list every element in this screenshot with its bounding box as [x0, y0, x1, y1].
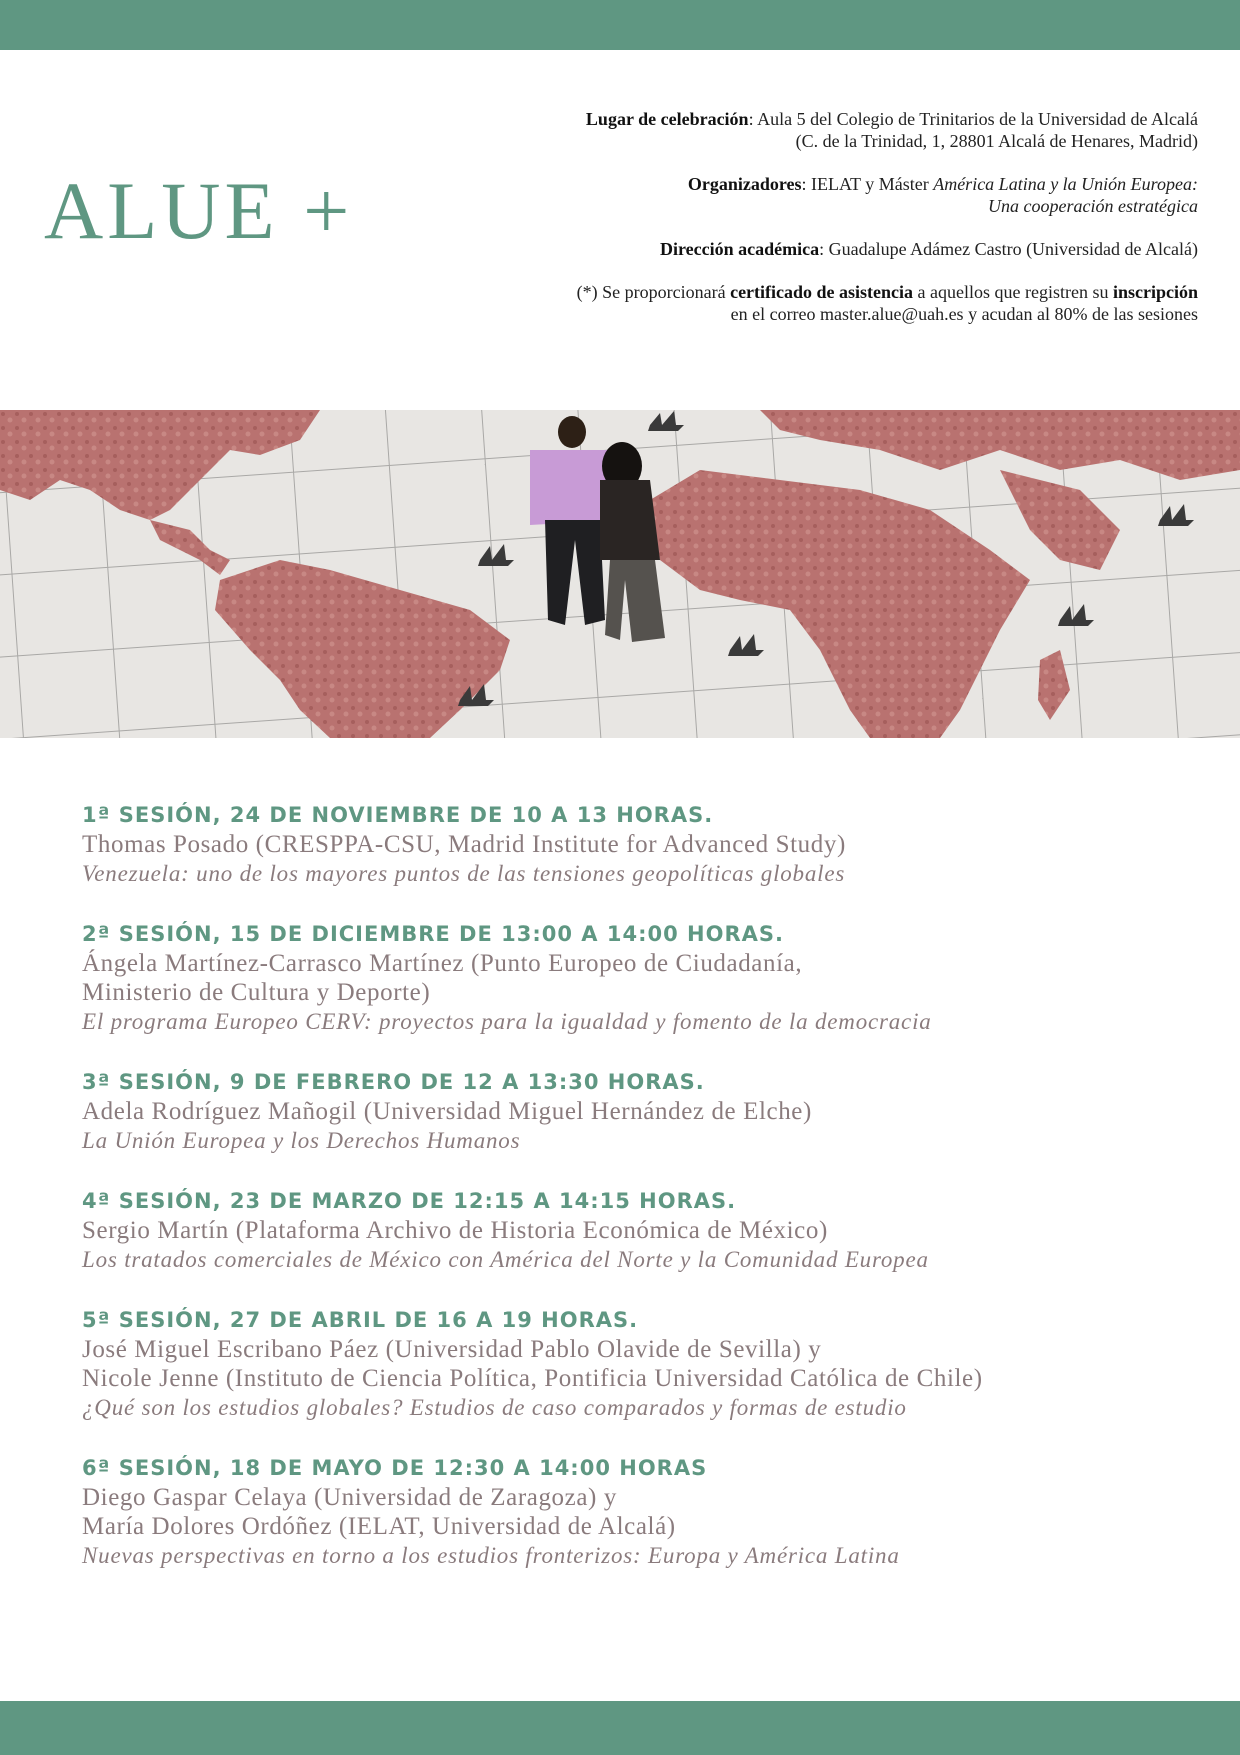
master-name-2: Una cooperación estratégica: [988, 196, 1198, 216]
session-speaker: Ministerio de Cultura y Deporte): [82, 979, 431, 1006]
cert-bold: certificado de asistencia: [730, 282, 914, 302]
top-banner: [0, 0, 1240, 50]
organizers-info: [398, 173, 1198, 217]
session-heading: 2ª SESIÓN, 15 DE DICIEMBRE DE 13:00 A 14:00 HORAS.: [82, 922, 784, 946]
direction-label: Dirección académica: [660, 239, 820, 259]
organizers-text: : IELAT y Máster: [801, 174, 934, 194]
session-2: [82, 919, 1202, 1037]
direction-text: : Guadalupe Adámez Castro (Universidad de Alcalá): [819, 239, 1198, 259]
certificate-note: [398, 281, 1198, 325]
event-info: [398, 108, 1198, 346]
cert-pre: (*) Se proporcionará: [576, 282, 731, 302]
session-title: Venezuela: uno de los mayores puntos de las tensiones geopolíticas globales: [82, 861, 846, 886]
session-speaker: Sergio Martín (Plataforma Archivo de Historia Económica de México): [82, 1217, 828, 1244]
session-title: La Unión Europea y los Derechos Humanos: [82, 1128, 521, 1153]
session-speaker: Nicole Jenne (Instituto de Ciencia Política, Pontificia Universidad Católica de Chile): [82, 1365, 983, 1392]
session-4: [82, 1186, 1202, 1275]
session-title: Los tratados comerciales de México con América del Norte y la Comunidad Europea: [82, 1247, 929, 1272]
session-speaker: Diego Gaspar Celaya (Universidad de Zaragoza) y: [82, 1484, 617, 1511]
cert-mid: a aquellos que registren su: [913, 282, 1113, 302]
world-map-photo: [0, 410, 1240, 738]
session-speaker: Thomas Posado (CRESPPA-CSU, Madrid Institute for Advanced Study): [82, 831, 846, 858]
session-heading: 4ª SESIÓN, 23 DE MARZO DE 12:15 A 14:15 HORAS.: [82, 1189, 737, 1213]
hero-image-world-map: [0, 410, 1240, 738]
session-heading: 5ª SESIÓN, 27 DE ABRIL DE 16 A 19 HORAS.: [82, 1308, 639, 1332]
direction-info: [398, 238, 1198, 260]
session-heading: 6ª SESIÓN, 18 DE MAYO DE 12:30 A 14:00 HORAS: [82, 1456, 708, 1480]
bottom-banner: [0, 1701, 1240, 1755]
session-speaker: María Dolores Ordóñez (IELAT, Universidad de Alcalá): [82, 1513, 676, 1540]
session-5: [82, 1305, 1202, 1423]
session-heading: 3ª SESIÓN, 9 DE FEBRERO DE 12 A 13:30 HORAS.: [82, 1070, 705, 1094]
session-6: [82, 1453, 1202, 1571]
master-name-1: América Latina y la Unión Europea:: [933, 174, 1198, 194]
session-speaker: Adela Rodríguez Mañogil (Universidad Miguel Hernández de Elche): [82, 1098, 812, 1125]
venue-line2: (C. de la Trinidad, 1, 28801 Alcalá de Henares, Madrid): [795, 131, 1198, 151]
session-1: [82, 800, 1202, 889]
session-title: El programa Europeo CERV: proyectos para la igualdad y fomento de la democracia: [82, 1009, 932, 1034]
session-title: ¿Qué son los estudios globales? Estudios de caso comparados y formas de estudio: [82, 1395, 907, 1420]
session-3: [82, 1067, 1202, 1156]
sessions-list: [82, 800, 1202, 1601]
venue-line1: : Aula 5 del Colegio de Trinitarios de la Universidad de Alcalá: [748, 109, 1198, 129]
session-heading: 1ª SESIÓN, 24 DE NOVIEMBRE DE 10 A 13 HORAS.: [82, 803, 714, 827]
session-title: Nuevas perspectivas en torno a los estudios fronterizos: Europa y América Latina: [82, 1543, 900, 1568]
organizers-label: Organizadores: [687, 174, 802, 194]
logo-title: ALUE +: [44, 165, 354, 256]
venue-label: Lugar de celebración: [585, 109, 749, 129]
session-speaker: Ángela Martínez-Carrasco Martínez (Punto Europeo de Ciudadanía,: [82, 950, 803, 977]
cert-line2: en el correo master.alue@uah.es y acudan al 80% de las sesiones: [730, 304, 1198, 324]
cert-bold2: inscripción: [1112, 282, 1198, 302]
venue-info: [398, 108, 1198, 152]
session-speaker: José Miguel Escribano Páez (Universidad Pablo Olavide de Sevilla) y: [82, 1336, 822, 1363]
